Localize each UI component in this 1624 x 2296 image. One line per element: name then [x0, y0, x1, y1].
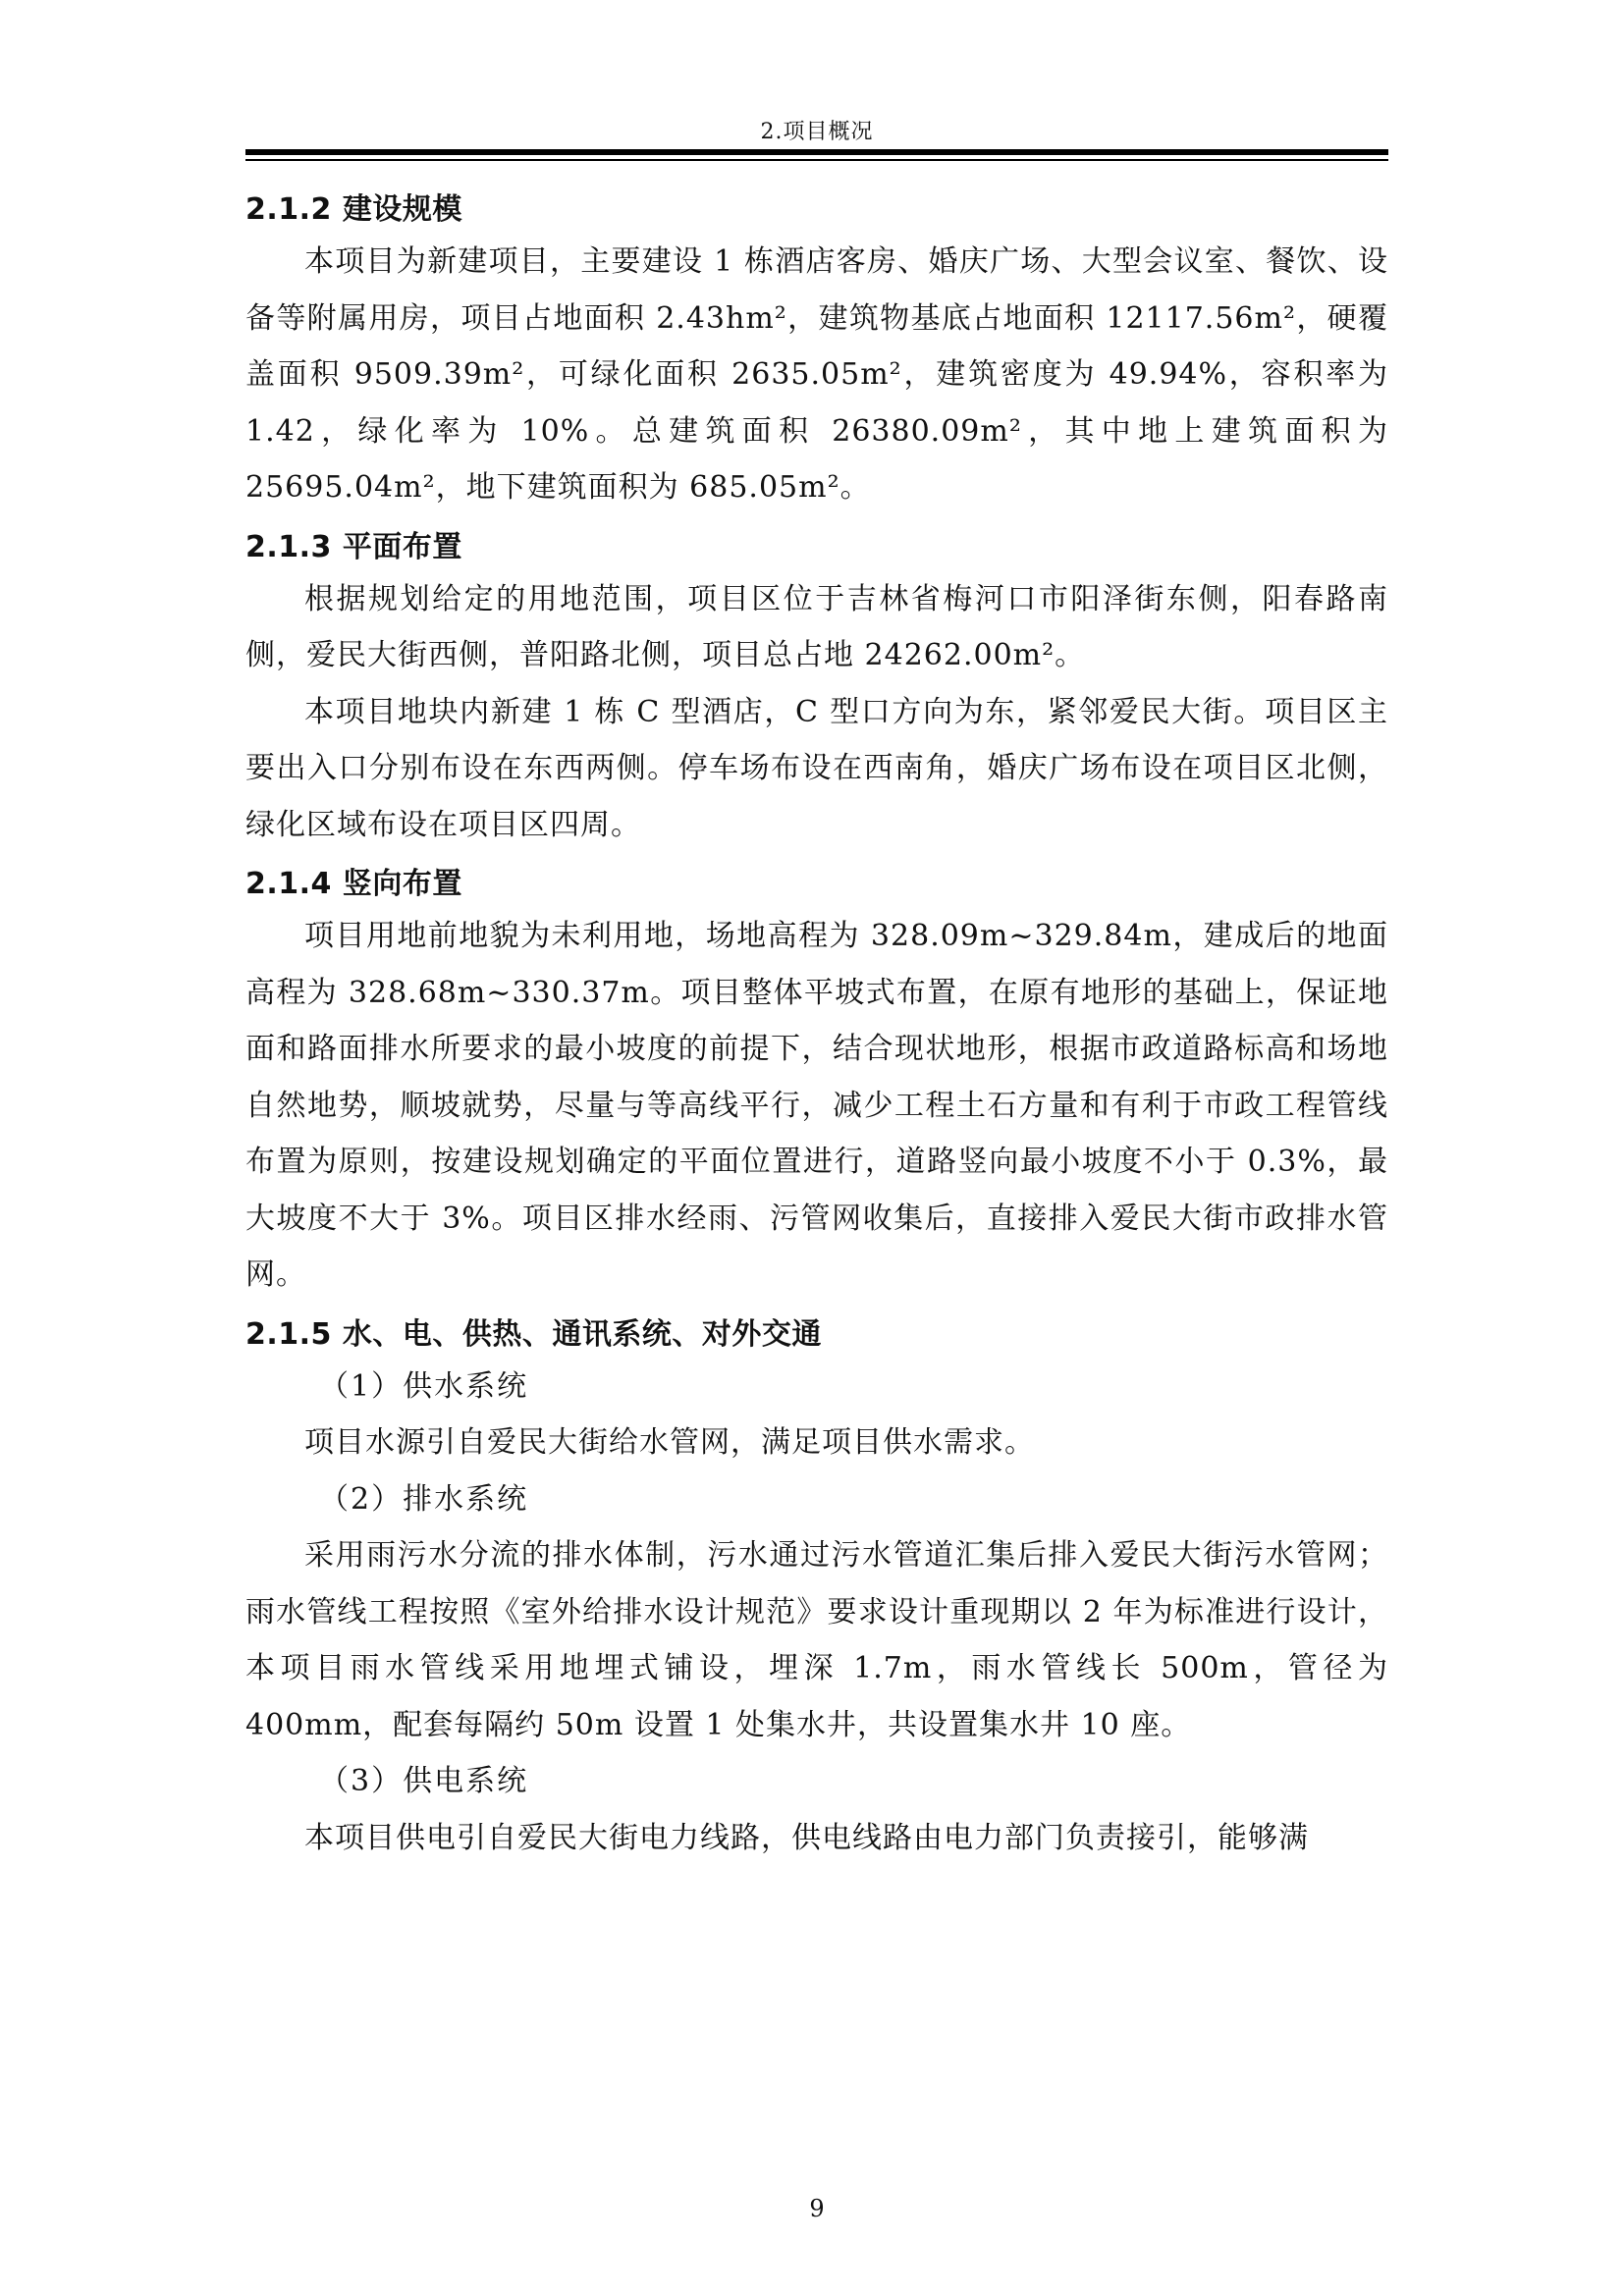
paragraph-water-supply: 项目水源引自爱民大街给水管网，满足项目供水需求。	[304, 1425, 1035, 1460]
page-number: 9	[809, 2195, 825, 2222]
paragraph-site-location: 根据规划给定的用地范围，项目区位于吉林省梅河口市阳泽街东侧，阳春路南侧，爱民大街西侧，普阳路北侧，项目总占地 24262.00m²。	[245, 581, 1388, 672]
subheading-water-supply: （1）供水系统	[319, 1368, 529, 1404]
header-rule-thick	[245, 149, 1388, 155]
paragraph-power-supply: 本项目供电引自爱民大街电力线路，供电线路由电力部门负责接引，能够满	[304, 1820, 1309, 1855]
section-heading-2-1-2: 2.1.2 建设规模	[245, 192, 462, 227]
paragraph-construction-scale: 本项目为新建项目，主要建设 1 栋酒店客房、婚庆广场、大型会议室、餐饮、设备等附属用房，项目占地面积 2.43hm²，建筑物基底占地面积 12117.56m²，硬覆盖面积 9509.39m²，可绿化面积 2635.05m²，建筑密度为 49.94%，容积率为 1.42，绿化率为 10%。总建筑面积 26380.09m²，其中地上建筑面积为 25695.04m²，地下建筑面积为 685.05m²。	[245, 244, 1388, 505]
section-heading-2-1-4: 2.1.4 竖向布置	[245, 867, 462, 901]
paragraph-vertical-layout: 项目用地前地貌为未利用地，场地高程为 328.09m~329.84m，建成后的地面高程为 328.68m~330.37m。项目整体平坡式布置，在原有地形的基础上，保证地面和路面排水所要求的最小坡度的前提下，结合现状地形，根据市政道路标高和场地自然地势，顺坡就势，尽量与等高线平行，减少工程土石方量和有利于市政工程管线布置为原则，按建设规划确定的平面位置进行，道路竖向最小坡度不小于 0.3%，最大坡度不大于 3%。项目区排水经雨、污管网收集后，直接排入爱民大街市政排水管网。	[245, 919, 1388, 1292]
header-rule-thin	[245, 159, 1388, 161]
paragraph-layout: 本项目地块内新建 1 栋 C 型酒店，C 型口方向为东，紧邻爱民大街。项目区主要出入口分别布设在东西两侧。停车场布设在西南角，婚庆广场布设在项目区北侧，绿化区域布设在项目区四周。	[245, 694, 1388, 842]
subheading-drainage: （2）排水系统	[319, 1481, 529, 1517]
subheading-power-supply: （3）供电系统	[319, 1764, 529, 1798]
section-heading-2-1-5: 2.1.5 水、电、供热、通讯系统、对外交通	[245, 1316, 822, 1352]
body-text	[245, 187, 1388, 1866]
paragraph-drainage: 采用雨污水分流的排水体制，污水通过污水管道汇集后排入爱民大街污水管网；雨水管线工程按照《室外给排水设计规范》要求设计重现期以 2 年为标准进行设计，本项目雨水管线采用地埋式铺设，埋深 1.7m，雨水管线长 500m，管径为 400mm，配套每隔约 50m 设置 1 处集水井，共设置集水井 10 座。	[245, 1538, 1388, 1742]
running-header: 2.项目概况	[760, 120, 874, 144]
section-heading-2-1-3: 2.1.3 平面布置	[245, 529, 462, 564]
